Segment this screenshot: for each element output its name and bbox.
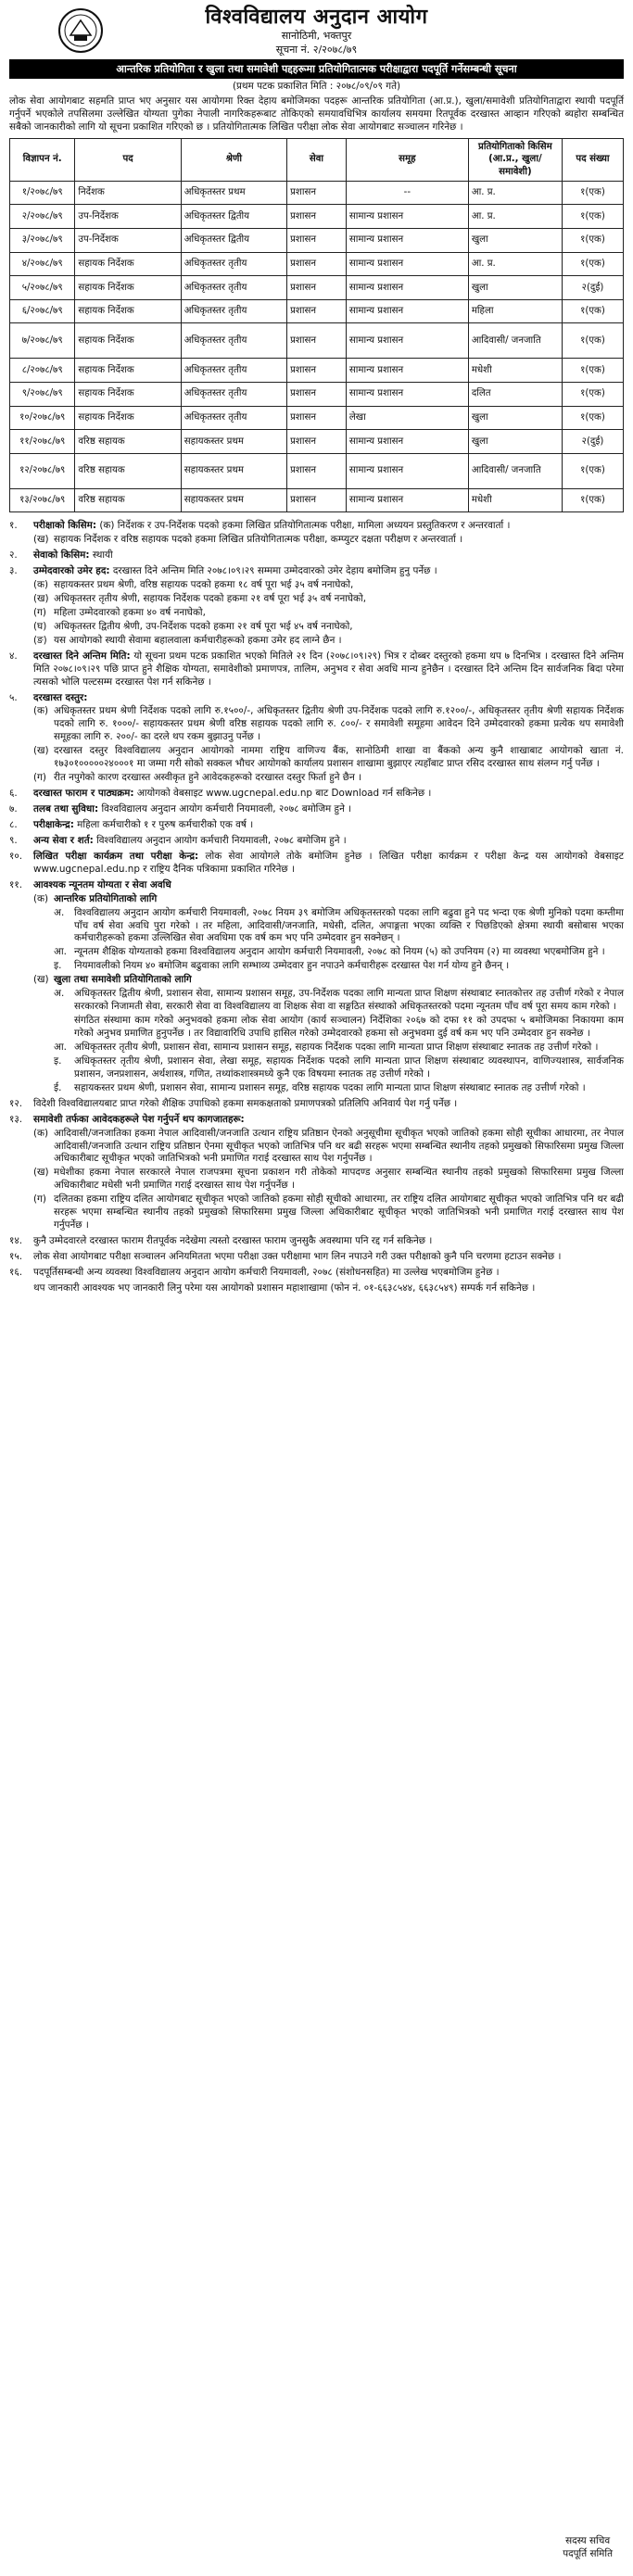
section-text: दरखास्त दिने अन्तिम मिति २०७८।०९।२९ सम्ममा उम्मेदवारको उमेर देहाय बमोजिम हुनु पर्नेछ । (112, 565, 437, 577)
notice-section (9, 1098, 624, 1111)
section-body (33, 1114, 624, 1232)
cell-post-count: १(एक) (562, 181, 623, 205)
cell-level: अधिकृतस्तर तृतीय (181, 276, 286, 300)
cell-ad-no: ४/२०७८/७९ (10, 252, 75, 276)
section-number: १२. (9, 1097, 23, 1109)
table-row (10, 382, 624, 406)
cell-group: सामान्य प्रशासन (346, 488, 468, 512)
vacancy-table (9, 138, 624, 513)
section-item (33, 621, 624, 634)
section-item (54, 988, 624, 1014)
section-title: समावेशी तर्फका आवेदकहरूले पेश गर्नुपर्ने थप कागजातहरू: (33, 1113, 245, 1125)
section-paragraph (33, 1251, 624, 1264)
notice-section (9, 650, 624, 689)
section-title: लिखित परीक्षा कार्यक्रम तथा परीक्षा केन्द्र: (33, 850, 199, 862)
item-marker: इ. (54, 960, 62, 972)
cell-service: प्रशासन (287, 359, 347, 383)
section-number: १०. (9, 850, 23, 862)
item-text: अधिकृतस्तर तृतीय श्रेणी, प्रशासन सेवा, लेखा समूह, सहायक निर्देशक पदको लागि मान्यता प्राप्त शिक्षण संस्थाबाट व्यवस्थापन, वाणिज्यशास्त्र, सार्वजनिक प्रशासन, जनप्रशासन, अर्थशास्त्र, गणित, तथ्यांकशास्त्रमध्ये कुनै एक विषयमा स्नातक तह उत्तीर्ण गरेको । (74, 1054, 624, 1080)
section-body (33, 1267, 624, 1280)
item-marker: (क) (33, 892, 49, 904)
item-marker: (क) (33, 705, 49, 717)
cell-group: लेखा (346, 406, 468, 430)
cell-level: अधिकृतस्तर तृतीय (181, 323, 286, 359)
cell-post-count: २(दुई) (562, 430, 623, 454)
item-marker: आ. (54, 946, 67, 958)
cell-service: प्रशासन (287, 453, 347, 488)
item-text: सहायक निर्देशक र वरिष्ठ सहायक पदको हकमा लिखित प्रतियोगितात्मक परीक्षा, कम्प्युटर दक्षता परीक्षण र अन्तरवार्ता । (54, 534, 463, 546)
cell-post: सहायक निर्देशक (75, 252, 181, 276)
col-header-level: श्रेणी (181, 138, 286, 181)
section-item (33, 593, 624, 606)
section-body (33, 835, 624, 848)
table-row (10, 430, 624, 454)
section-text: कुनै उम्मेदवारले दरखास्त फाराम रीतपूर्वक नदेखेमा त्यस्तो दरखास्त फाराम जुनसुकै अवस्थामा पनि रद्द गर्न सकिनेछ । (33, 1235, 433, 1247)
notice-section (9, 1251, 624, 1264)
notice-header (9, 6, 624, 57)
item-text: अधिकृतस्तर तृतीय श्रेणी, सहायक निर्देशक पदको हकमा २१ वर्ष पूरा भई ३५ वर्ष ननाघेको, (54, 592, 367, 604)
item-marker: (क) (33, 579, 49, 591)
item-text: दलितका हकमा राष्ट्रिय दलित आयोगबाट सूचीकृत भएको जातिको हकमा सोही सूचीको आधारमा, तर राष्ट्रिय दलित आयोगबाट सूचीकृत भएको जातिभित्र पनि थर बढी सरहरू भएमा सम्बन्धित स्थानीय तहको प्रमुखको सिफारिसमा प्रमुख जिल्ला अधिकारीबाट सूचीकृत भएको जातिभित्रको भनी प्रमाणित गराई दरखास्त साथ पेश गर्नुपर्नेछ । (54, 1193, 624, 1231)
section-item (54, 960, 624, 973)
item-marker: (ग) (33, 606, 46, 618)
cell-competition-type: महिला (468, 299, 562, 323)
section-body (33, 520, 624, 547)
col-header-group: समूह (346, 138, 468, 181)
item-marker: आ. (54, 1041, 67, 1053)
table-row (10, 323, 624, 359)
section-item (33, 635, 624, 648)
cell-level: अधिकृतस्तर तृतीय (181, 359, 286, 383)
col-header-service: सेवा (287, 138, 347, 181)
cell-competition-type: आ. प्र. (468, 205, 562, 229)
cell-post: वरिष्ठ सहायक (75, 453, 181, 488)
section-body (33, 565, 624, 648)
cell-service: प्रशासन (287, 430, 347, 454)
col-header-ad-no: विज्ञापन नं. (10, 138, 75, 181)
table-row (10, 276, 624, 300)
item-text: आदिवासी/जनजातिका हकमा नेपाल आदिवासी/जनजाति उत्थान राष्ट्रिय प्रतिष्ठान ऐनको अनुसूचीमा सूचीकृत भएको जातिको हकमा सोही सूचीका आधारमा, तर नेपाल आदिवासी/जनजाति उत्थान राष्ट्रिय प्रतिष्ठान ऐनमा सूचीकृत भएको जातिभित्र पनि थर बढी सरहरू भएमा सम्बन्धित स्थानीय तहको प्रमुखको सिफारिसमा प्रमुख जिल्ला अधिकारीबाट सूचीकृत भएको जातिभित्रको भनी प्रमाणित गराई दरखास्त साथ पेश गर्नुपर्नेछ । (54, 1127, 624, 1165)
cell-post-count: १(एक) (562, 299, 623, 323)
section-paragraph (33, 1235, 624, 1248)
section-title: अन्य सेवा र शर्त: (33, 834, 94, 846)
cell-competition-type: खुला (468, 276, 562, 300)
section-text: लोक सेवा आयोगबाट परीक्षा सञ्चालन अनियमितता भएमा परीक्षा उक्त परीक्षामा भाग लिन नपाउने गरी उक्त परीक्षाको कुनै पनि चरणमा हटाउन सक्नेछ । (33, 1251, 562, 1263)
cell-group: सामान्य प्रशासन (346, 228, 468, 252)
notice-section (9, 851, 624, 877)
section-title: सेवाको किसिम: (33, 549, 90, 562)
section-number: ३. (9, 565, 18, 577)
section-number: ४. (9, 650, 18, 662)
section-item (54, 1082, 624, 1095)
cell-level: सहायकस्तर प्रथम (181, 488, 286, 512)
cell-service: प्रशासन (287, 323, 347, 359)
notice-section (9, 819, 624, 832)
item-text: महिला उम्मेदवारको हकमा ४० वर्ष ननाघेको, (54, 606, 206, 618)
section-text: स्थायी (92, 549, 113, 562)
cell-service: प्रशासन (287, 228, 347, 252)
section-number: ७. (9, 803, 18, 815)
section-item (33, 1128, 624, 1167)
notice-section (9, 788, 624, 801)
cell-group: सामान्य प्रशासन (346, 430, 468, 454)
cell-post-count: १(एक) (562, 205, 623, 229)
section-body (33, 1251, 624, 1264)
section-text: आयोगको वेबसाइट www.ugcnepal.edu.np बाट Download गर्न सकिनेछ । (136, 788, 432, 800)
notice-sections (9, 520, 624, 1295)
organization-location: सानोठिमी, भक्तपुर (281, 30, 352, 43)
cell-competition-type: आ. प्र. (468, 181, 562, 205)
cell-ad-no: १२/२०७८/७९ (10, 453, 75, 488)
cell-post-count: १(एक) (562, 488, 623, 512)
cell-ad-no: ८/२०७८/७९ (10, 359, 75, 383)
item-text: अधिकृतस्तर तृतीय श्रेणी, प्रशासन सेवा, सामान्य प्रशासन समूह, सहायक निर्देशक पदका लागि मान्यता प्राप्त शिक्षण संस्थाबाट स्नातक तह उत्तीर्ण गरेको । (74, 1041, 599, 1053)
cell-group: सामान्य प्रशासन (346, 359, 468, 383)
section-text: पदपूर्तिसम्बन्धी अन्य व्यवस्था विश्वविद्यालय अनुदान आयोग कर्मचारी नियमावली, २०७८ (संशोधनसहित) मा उल्लेख भएबमोजिम हुनेछ । (33, 1266, 500, 1278)
cell-post: वरिष्ठ सहायक (75, 430, 181, 454)
section-title: तलब तथा सुविधा: (33, 803, 99, 815)
table-row (10, 406, 624, 430)
notice-section (9, 692, 624, 786)
section-item (33, 607, 624, 620)
section-paragraph (33, 1098, 624, 1111)
item-text: अधिकृतस्तर प्रथम श्रेणी निर्देशक पदको लागि रु.१५००/-, अधिकृतस्तर द्वितीय श्रेणी उप-निर्देशक पदको लागि रु.१२००/-, अधिकृतस्तर तृतीय श्रेणी सहायक निर्देशक पदको लागि रु. १०००/- सहायकस्तर प्रथम श्रेणी वरिष्ठ सहायक पदको लागि रु. ८००/- र समावेशी समूहमा आवेदन दिने उम्मेदवारको हकमा प्रत्येक थप समावेशी समूहका लागि रु. २००/- का दरले थप रकम बुझाउनु पर्नेछ । (54, 705, 624, 743)
item-text: सहायकस्तर प्रथम श्रेणी, वरिष्ठ सहायक पदको हकमा १८ वर्ष पूरा भई ३५ वर्ष ननाघेको, (54, 579, 354, 591)
cell-group: सामान्य प्रशासन (346, 323, 468, 359)
cell-post-count: २(दुई) (562, 276, 623, 300)
notice-banner: आन्तरिक प्रतियोगिता र खुला तथा समावेशी पद्दहरूमा प्रतियोगितात्मक परीक्षाद्वारा पदपूर्ति गर्नेसम्बन्धी सूचना (9, 59, 624, 79)
signature-committee: पदपूर्ति समिति (563, 2548, 613, 2560)
table-row (10, 228, 624, 252)
section-paragraph (33, 851, 624, 877)
cell-level: सहायकस्तर प्रथम (181, 453, 286, 488)
notice-section (9, 835, 624, 848)
section-number: २. (9, 549, 18, 562)
section-item (54, 907, 624, 946)
cell-post: सहायक निर्देशक (75, 276, 181, 300)
cell-level: अधिकृतस्तर तृतीय (181, 299, 286, 323)
cell-competition-type: खुला (468, 406, 562, 430)
section-text: विश्वविद्यालय अनुदान आयोग कर्मचारी नियमावली, २०७८ बमोजिम हुने । (101, 803, 352, 815)
cell-competition-type: आदिवासी/ जनजाति (468, 453, 562, 488)
section-paragraph (33, 1114, 624, 1127)
notice-section (9, 1114, 624, 1232)
item-marker: (ख) (33, 1167, 49, 1179)
table-row (10, 252, 624, 276)
table-row (10, 488, 624, 512)
item-text: यस आयोगको स्थायी सेवामा बहालवाला कर्मचारीहरूको हकमा उमेर हद लाग्ने छैन । (54, 634, 342, 646)
table-row (10, 181, 624, 205)
section-title: परीक्षाको किसिम: (33, 520, 97, 532)
section-item (33, 893, 624, 906)
cell-group: सामान्य प्रशासन (346, 453, 468, 488)
section-paragraph (33, 549, 624, 562)
notice-section (9, 549, 624, 562)
cell-service: प्रशासन (287, 276, 347, 300)
item-text: संगठित संस्थामा काम गरेको अनुभवको हकमा लोक सेवा आयोग (कार्य सञ्चालन) निर्देशिका २०६७ को दफा ११ को उपदफा ५ बमोजिमका निकायमा काम गरेको अनुभव प्रमाणित हुनुपर्नेछ । तर विद्यावारिधि उपाधि हासिल गरेको उम्मेदवारको हकमा सो अनुभवमा दुई वर्ष कम भए पनि उम्मेदवार हुन सक्नेछ । (74, 1015, 624, 1040)
cell-service: प्रशासन (287, 299, 347, 323)
section-number: ६. (9, 788, 18, 800)
cell-ad-no: १/२०७८/७९ (10, 181, 75, 205)
item-text: आन्तरिक प्रतियोगिताको लागि (54, 892, 158, 904)
section-item (33, 745, 624, 771)
notice-section (9, 520, 624, 547)
notice-section (9, 803, 624, 816)
item-marker: (ग) (33, 772, 46, 784)
cell-post-count: १(एक) (562, 406, 623, 430)
section-number: ११. (9, 878, 23, 890)
item-marker: (ख) (33, 974, 49, 986)
cell-post: सहायक निर्देशक (75, 406, 181, 430)
col-header-post-count: पद संख्या (562, 138, 623, 181)
item-marker: (ख) (33, 745, 49, 757)
item-text: अधिकृतस्तर द्वितीय श्रेणी, उप-निर्देशक पदको हकमा २१ वर्ष पूरा भई ४५ वर्ष ननाघेको, (54, 620, 353, 632)
item-marker: (घ) (33, 620, 47, 632)
section-item (33, 579, 624, 592)
item-text: सहायकस्तर प्रथम श्रेणी, प्रशासन सेवा, सामान्य प्रशासन समूह, वरिष्ठ सहायक पदका लागि मान्यता प्राप्त शिक्षण संस्थाबाट स्नातक तह उत्तीर्ण गरेको । (74, 1081, 586, 1093)
section-text: महिला कर्मचारीको १ र पुरुष कर्मचारीको एक वर्ष । (77, 818, 254, 830)
cell-ad-no: १०/२०७८/७९ (10, 406, 75, 430)
section-paragraph (33, 692, 624, 705)
section-title: दरखास्त दिने अन्तिम मिति: (33, 650, 131, 662)
section-title: उम्मेदवारको उमेर हद: (33, 565, 110, 577)
section-item (33, 534, 624, 547)
section-body (33, 549, 624, 562)
cell-group: सामान्य प्रशासन (346, 382, 468, 406)
cell-level: अधिकृतस्तर प्रथम (181, 181, 286, 205)
item-marker: अ. (54, 988, 65, 1000)
vacancy-table-header-row (10, 138, 624, 181)
signature-title: सदस्य सचिव (565, 2535, 611, 2547)
cell-competition-type: मधेशी (468, 488, 562, 512)
cell-level: अधिकृतस्तर तृतीय (181, 406, 286, 430)
section-item (33, 1193, 624, 1232)
section-item (54, 946, 624, 959)
section-paragraph (33, 879, 624, 892)
section-item (33, 974, 624, 987)
cell-post: सहायक निर्देशक (75, 359, 181, 383)
section-title: परीक्षाकेन्द्र: (33, 818, 74, 830)
section-item (54, 1055, 624, 1081)
item-marker: इ. (54, 1054, 62, 1067)
section-text: लोक सेवा आयोगले तोके बमोजिम हुनेछ । लिखित परीक्षा कार्यक्रम र परीक्षा केन्द्र यस आयोगको वेबसाइट www.ugcnepal.edu.np र राष्ट्रिय दैनिक पत्रिकामा प्रकाशित गरिनेछ । (33, 850, 624, 875)
section-number (9, 1282, 33, 1295)
section-number: १६. (9, 1266, 23, 1278)
item-text: रीत नपुगेको कारण दरखास्त अस्वीकृत हुने आवेदकहरूको दरखास्त दस्तुर फिर्ता हुने छैन । (54, 772, 362, 784)
table-row (10, 299, 624, 323)
section-number: ९. (9, 834, 18, 846)
notice-section (9, 879, 624, 1095)
cell-ad-no: ७/२०७८/७९ (10, 323, 75, 359)
cell-post: सहायक निर्देशक (75, 299, 181, 323)
cell-group: सामान्य प्रशासन (346, 299, 468, 323)
section-paragraph (33, 803, 624, 816)
cell-post-count: १(एक) (562, 323, 623, 359)
item-marker: ई. (54, 1081, 62, 1093)
section-paragraph (33, 819, 624, 832)
cell-competition-type: मधेशी (468, 359, 562, 383)
item-marker: (ग) (33, 1193, 46, 1206)
section-title: दरखास्त दस्तुर: (33, 691, 88, 703)
section-paragraph (33, 565, 624, 578)
section-item (33, 705, 624, 744)
section-title: आवश्यक न्यूनतम योग्यता र सेवा अवधि (33, 878, 171, 890)
cell-post: उप-निर्देशक (75, 228, 181, 252)
col-header-competition-type: प्रतियोगिताको किसिम (आ.प्र., खुला/ समावेशी) (468, 138, 562, 181)
section-text: थप जानकारी आवश्यक भए जानकारी लिनु परेमा यस आयोगको प्रशासन महाशाखामा (फोन नं. ०१-६६३८५४४, ६६३८५४९) सम्पर्क गर्न सकिनेछ । (33, 1282, 536, 1294)
item-text: विश्वविद्यालय अनुदान आयोग कर्मचारी नियमावली, २०७८ नियम ३९ बमोजिम अधिकृतस्तरको पदका लागि बढुवा हुने पद भन्दा एक श्रेणी मुनिको पदमा कम्तीमा पाँच वर्ष सेवा अवधि पुरा गरेको । तर महिला, आदिवासी/जनजाति, मधेसी, दलित, अपाङ्गता भएका व्यक्ति र पिछडिएको क्षेत्रमा स्थायी बसोबास भएका कर्मचारीहरूको हकमा उल्लिखित सेवा अवधिमा एक वर्ष कम भए पनि उम्मेदवार हुन सक्नेछन् । (74, 906, 624, 944)
notice-section (9, 1282, 624, 1295)
section-number: १. (9, 520, 18, 532)
item-text: अधिकृतस्तर द्वितीय श्रेणी, प्रशासन सेवा, सामान्य प्रशासन समूह, उप-निर्देशक पदका लागि मान्यता प्राप्त शिक्षण संस्थाबाट स्नातकोत्तर तह उत्तीर्ण गरेको र नेपाल सरकारको निजामती सेवा, सरकारी सेवा वा विश्वविद्यालय वा शिक्षक सेवा वा सङ्गठित संस्थाको अधिकृतस्तरको पदमा न्यूनतम पाँच वर्ष पूरा समय काम गरेको । (74, 988, 624, 1013)
cell-ad-no: १३/२०७८/७९ (10, 488, 75, 512)
item-marker: (ख) (33, 592, 49, 604)
section-number: ५. (9, 691, 18, 703)
section-text: (क) निर्देशक र उप-निर्देशक पदको हकमा लिखित प्रतियोगितात्मक परीक्षा, मामिला अध्ययन प्रस्तुतिकरण र अन्तरवार्ता । (99, 520, 511, 532)
cell-ad-no: २/२०७८/७९ (10, 205, 75, 229)
section-body (33, 650, 624, 689)
item-text: खुला तथा समावेशी प्रतियोगिताको लागि (54, 974, 192, 986)
publication-date: (प्रथम पटक प्रकाशित मिति : २०७८/०९/०९ गते) (232, 81, 401, 92)
section-paragraph (33, 788, 624, 801)
section-body (33, 1235, 624, 1248)
item-text: न्यूनतम शैक्षिक योग्यताको हकमा विश्वविद्यालय अनुदान आयोग कर्मचारी नियमावली, २०७८ को नियम (५) को उपनियम (२) मा व्यवस्था भएबमोजिम हुने । (74, 946, 605, 958)
cell-ad-no: ९/२०७८/७९ (10, 382, 75, 406)
cell-post-count: १(एक) (562, 382, 623, 406)
cell-ad-no: ६/२०७८/७९ (10, 299, 75, 323)
item-text: नियमावलीको नियम ४० बमोजिम बढुवाका लागि सम्भाव्य उम्मेदवार हुन नपाउने कर्मचारीहरू दरखास्त पेश गर्न योग्य हुने छैनन् । (74, 960, 510, 972)
cell-level: अधिकृतस्तर द्वितीय (181, 228, 286, 252)
cell-ad-no: ११/२०७८/७९ (10, 430, 75, 454)
section-body (33, 692, 624, 786)
cell-ad-no: ५/२०७८/७९ (10, 276, 75, 300)
cell-service: प्रशासन (287, 181, 347, 205)
cell-group: सामान्य प्रशासन (346, 276, 468, 300)
section-paragraph (33, 1282, 624, 1295)
section-body (33, 851, 624, 877)
section-paragraph (33, 1267, 624, 1280)
section-item (33, 1167, 624, 1193)
notice-number: सूचना नं. २/२०७८/७९ (275, 43, 358, 56)
section-paragraph (33, 520, 624, 533)
ugc-logo-icon (57, 7, 104, 54)
cell-service: प्रशासन (287, 205, 347, 229)
section-text: विदेशी विश्वविद्यालयबाट प्राप्त गरेको शैक्षिक उपाधिको हकमा समकक्षताको प्रमाणपत्रको प्रतिलिपि अनिवार्य पेश गर्नु पर्नेछ । (33, 1097, 458, 1109)
cell-level: अधिकृतस्तर तृतीय (181, 382, 286, 406)
cell-post-count: १(एक) (562, 453, 623, 488)
cell-post-count: १(एक) (562, 252, 623, 276)
intro-paragraph: लोक सेवा आयोगबाट सहमति प्राप्त भए अनुसार यस आयोगमा रिक्त देहाय बमोजिमका पदहरू आन्तरिक प्रतियोगिता (आ.प्र.), खुला/समावेशी प्रतियोगिताद्वारा स्थायी पदपूर्ति गर्नुपर्ने भएकोले तपसिलमा उल्लेखित योग्यता पुगेका नेपाली नागरिकहरूबाट तोकिएको समयावधिभित्र कार्यालय समयमा रितपूर्वक दरखास्त आव्हान गरिएको ब्यहोरा सम्बन्धित सबैको जानकारीको लागि यो सूचना प्रकाशित गरिएको छ । प्रतियोगितात्मक लिखित परीक्षा लोक सेवा आयोगबाट सञ्चालन गरिनेछ । (9, 95, 624, 133)
notice-section (9, 1235, 624, 1248)
item-marker (54, 1015, 74, 1041)
cell-group: सामान्य प्रशासन (346, 205, 468, 229)
notice-section (9, 1267, 624, 1280)
section-body (33, 1282, 624, 1295)
cell-ad-no: ३/२०७८/७९ (10, 228, 75, 252)
col-header-post: पद (75, 138, 181, 181)
cell-competition-type: दलित (468, 382, 562, 406)
section-body (33, 1098, 624, 1111)
cell-post: वरिष्ठ सहायक (75, 488, 181, 512)
cell-group: -- (346, 181, 468, 205)
section-number: १४. (9, 1235, 23, 1247)
section-text: यो सूचना प्रथम पटक प्रकाशित भएको मितिले २१ दिन (२०७८।०९।२९) भित्र र दोब्बर दस्तुरको हकमा थप ७ दिनभित्र । दरखास्त दिने अन्तिम मिति २०७८।०९।२९ पछि प्राप्त हुने शैक्षिक योग्यता, समावेशीको प्रमाणपत्र, तालिम, अनुभव र सेवा अवधि मान्य हुनेछैन । दरखास्त दिने अन्तिम दिन सार्वजनिक बिदा परेमा त्यसको भोलि पल्टसम्म दरखास्त पेश गर्न सकिनेछ । (33, 650, 624, 688)
cell-post-count: १(एक) (562, 228, 623, 252)
cell-post: उप-निर्देशक (75, 205, 181, 229)
section-body (33, 803, 624, 816)
cell-level: अधिकृतस्तर द्वितीय (181, 205, 286, 229)
section-number: १३. (9, 1113, 23, 1125)
cell-post: सहायक निर्देशक (75, 323, 181, 359)
section-item (54, 1042, 624, 1054)
item-marker: अ. (54, 906, 65, 918)
section-paragraph (33, 835, 624, 848)
cell-post: निर्देशक (75, 181, 181, 205)
cell-post: सहायक निर्देशक (75, 382, 181, 406)
item-text: मधेशीका हकमा नेपाल सरकारले नेपाल राजपत्रमा सूचना प्रकाशन गरी तोकेको मापदण्ड अनुसार सम्बन्धित स्थानीय तहको प्रमुखको सिफारिसमा प्रमुख जिल्ला अधिकारीबाट मधेसी भनी प्रमाणित गराई दरखास्त साथ पेश गर्नुपर्नेछ । (54, 1167, 624, 1192)
cell-group: सामान्य प्रशासन (346, 252, 468, 276)
section-title: दरखास्त फाराम र पाठ्यक्रम: (33, 788, 134, 800)
section-number: ८. (9, 818, 18, 830)
cell-competition-type: खुला (468, 228, 562, 252)
cell-service: प्रशासन (287, 252, 347, 276)
cell-competition-type: आ. प्र. (468, 252, 562, 276)
section-item (33, 772, 624, 785)
cell-competition-type: खुला (468, 430, 562, 454)
organization-title: विश्वविद्यालय अनुदान आयोग (205, 6, 428, 29)
section-text: विश्वविद्यालय अनुदान आयोग कर्मचारी नियमावली, २०७८ बमोजिम हुने । (96, 834, 347, 846)
cell-level: सहायकस्तर प्रथम (181, 430, 286, 454)
section-body (33, 788, 624, 801)
section-number: १५. (9, 1251, 23, 1263)
cell-service: प्रशासन (287, 406, 347, 430)
table-row (10, 205, 624, 229)
item-marker: (क) (33, 1127, 49, 1139)
item-text: दरखास्त दस्तुर विश्वविद्यालय अनुदान आयोगको नाममा राष्ट्रिय वाणिज्य बैंक, सानोठिमी शाखा वा बैंकको अन्य कुनै शाखाबाट आयोगको खाता नं. १७३०१०००००२४०००१ मा जम्मा गरी सोको सक्कल भौचर आयोगको कार्यालय प्रशासन शाखामा बुझाएर त्यहाँबाट प्राप्त रसिद दरखास्त साथ संलग्न गर्नु पर्नेछ । (54, 745, 624, 770)
cell-post-count: १(एक) (562, 359, 623, 383)
section-paragraph (33, 650, 624, 689)
item-marker: (ख) (33, 534, 49, 546)
notice-section (9, 565, 624, 648)
table-row (10, 453, 624, 488)
item-marker: (ङ) (33, 634, 47, 646)
section-item (54, 1015, 624, 1041)
section-body (33, 879, 624, 1095)
cell-service: प्रशासन (287, 382, 347, 406)
cell-service: प्रशासन (287, 488, 347, 512)
signature-block (563, 2535, 613, 2561)
section-body (33, 819, 624, 832)
cell-competition-type: आदिवासी/ जनजाति (468, 323, 562, 359)
cell-level: अधिकृतस्तर तृतीय (181, 252, 286, 276)
table-row (10, 359, 624, 383)
